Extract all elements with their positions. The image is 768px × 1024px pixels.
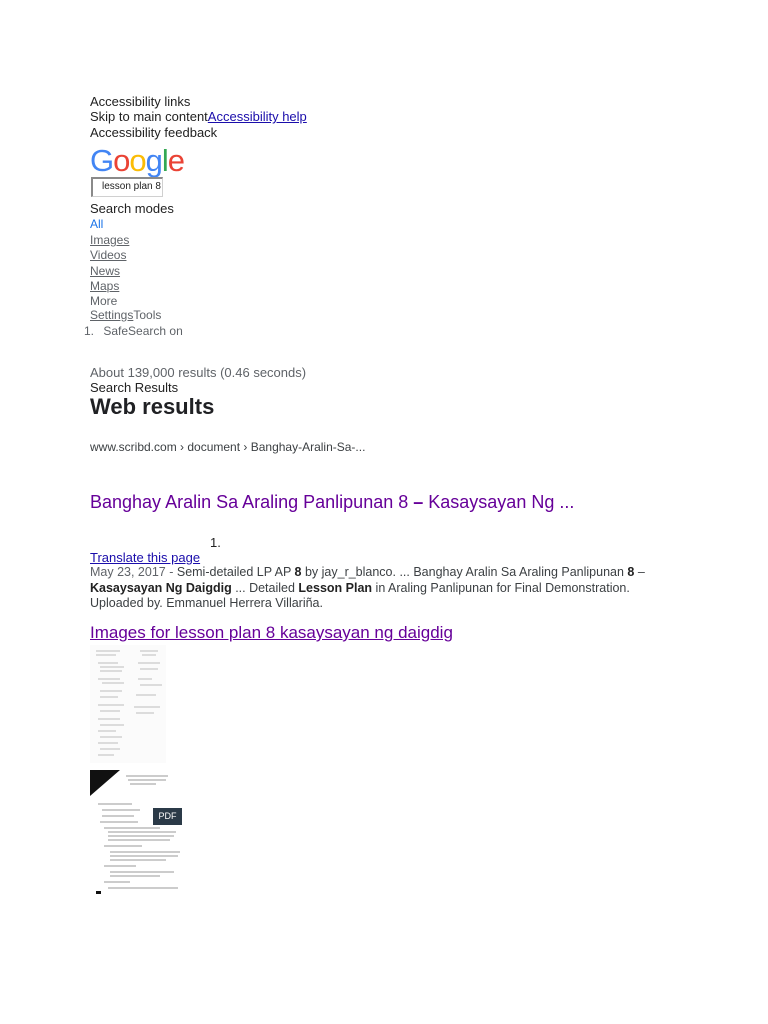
accessibility-help-link[interactable]: Accessibility help	[207, 109, 307, 124]
snippet-bold: Kasaysayan Ng Daigdig	[90, 580, 232, 595]
search-input[interactable]: lesson plan 8	[91, 177, 163, 197]
logo-letter: G	[90, 143, 114, 178]
safesearch-number: 1.	[84, 324, 95, 338]
accessibility-feedback-link[interactable]: Accessibility feedback	[90, 125, 218, 140]
tab-more[interactable]: More	[90, 294, 118, 308]
accessibility-row	[90, 109, 307, 124]
pdf-page-icon	[90, 770, 184, 894]
snippet-text: by jay_r_blanco. ... Banghay Aralin Sa Araling Panlipunan	[301, 565, 628, 579]
tab-maps[interactable]: Maps	[90, 279, 120, 293]
result-list-number: 1.	[210, 535, 221, 550]
snippet-text: ... Detailed	[231, 580, 299, 595]
search-results-heading: Search Results	[90, 380, 179, 395]
logo-letter: e	[167, 143, 185, 178]
pdf-badge: PDF	[153, 808, 182, 825]
result-snippet	[90, 565, 680, 612]
pdf-thumbnail[interactable]	[90, 770, 184, 894]
settings-tools-row	[90, 308, 161, 322]
tools-link[interactable]: Tools	[133, 308, 162, 322]
google-logo[interactable]	[90, 143, 184, 179]
snippet-bold: Lesson Plan	[298, 580, 373, 595]
tab-all[interactable]: All	[90, 217, 104, 231]
web-results-heading: Web results	[90, 394, 215, 419]
safesearch-label[interactable]: SafeSearch on	[103, 324, 183, 338]
tab-images[interactable]: Images	[90, 233, 130, 247]
accessibility-links-label: Accessibility links	[90, 94, 191, 109]
safesearch-item	[84, 324, 183, 338]
snippet-text: –	[634, 565, 645, 579]
translate-page-link[interactable]: Translate this page	[90, 550, 201, 565]
result-title-dash: –	[413, 492, 424, 512]
result-title-part2: Kasaysayan Ng ...	[423, 492, 575, 512]
document-page-icon	[90, 645, 166, 763]
snippet-text: Semi-detailed LP AP	[176, 565, 295, 579]
logo-letter: o	[129, 143, 146, 178]
result-title-link[interactable]	[90, 490, 574, 514]
settings-link[interactable]: Settings	[90, 308, 134, 322]
logo-letter: g	[145, 143, 162, 178]
result-date: May 23, 2017 -	[90, 565, 177, 579]
results-stats: About 139,000 results (0.46 seconds)	[90, 365, 307, 380]
snippet-text: in Araling Panlipunan for Final Demonstration. Uploaded by. Emmanuel Herrera Villariña.	[90, 580, 630, 610]
document-thumbnail[interactable]	[90, 645, 166, 763]
skip-to-main-link[interactable]: Skip to main content	[90, 109, 208, 124]
search-modes-heading: Search modes	[90, 201, 174, 216]
result-title-part1: Banghay Aralin Sa Araling Panlipunan 8	[90, 492, 414, 512]
logo-letter: o	[113, 143, 130, 178]
tab-news[interactable]: News	[90, 264, 121, 278]
tab-videos[interactable]: Videos	[90, 248, 127, 262]
images-for-link[interactable]: Images for lesson plan 8 kasaysayan ng daigdig	[90, 623, 453, 642]
snippet-bold: 8	[627, 565, 635, 579]
result-cite: www.scribd.com › document › Banghay-Aralin-Sa-...	[90, 440, 366, 454]
logo-letter: l	[161, 143, 168, 178]
snippet-bold: 8	[294, 565, 302, 579]
